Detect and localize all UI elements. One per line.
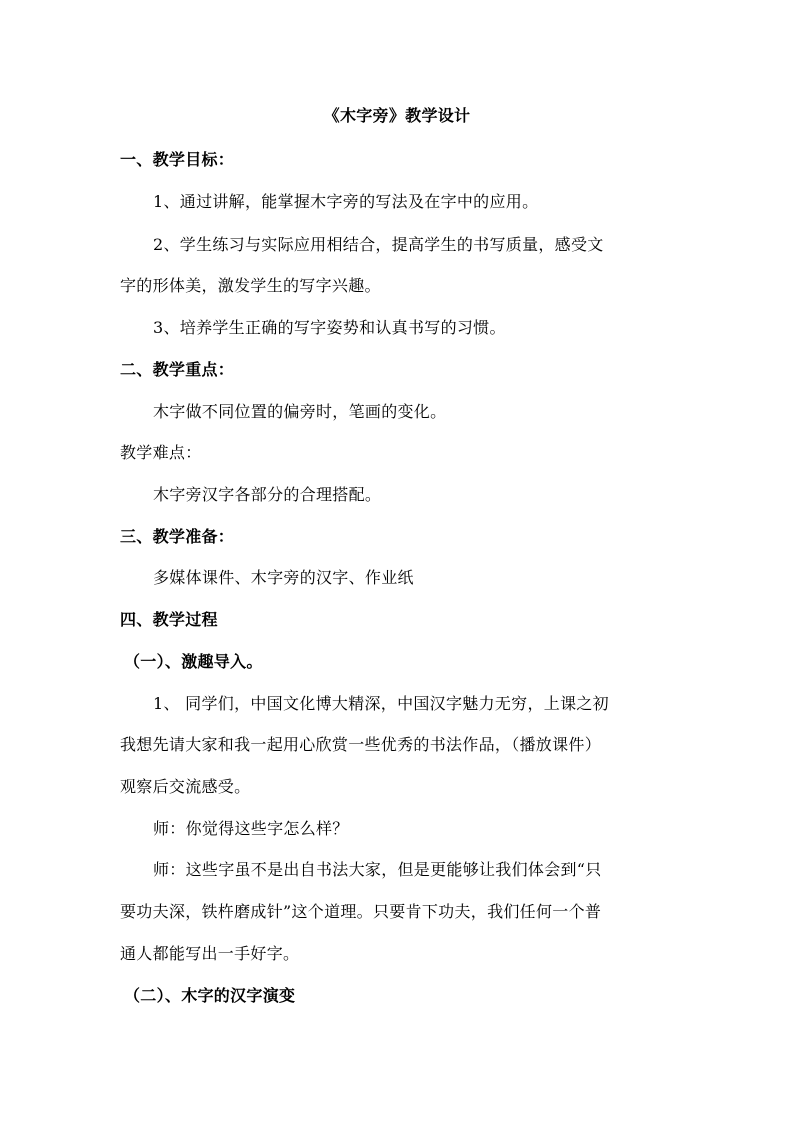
intro-line-3: 观察后交流感受。 [120,777,251,796]
subsection-heading-evolution: （二）、木字的汉字演变 [124,986,296,1005]
objective-item-2-continued: 字的形体美，激发学生的写字兴趣。 [120,276,381,295]
intro-line-1: 1、 同学们，中国文化博大精深，中国汉字魅力无穷，上课之初 [153,694,609,713]
key-point-text: 木字做不同位置的偏旁时，笔画的变化。 [153,402,447,421]
difficulty-text: 木字旁汉字各部分的合理搭配。 [153,485,382,504]
section-heading-key-points: 二、教学重点： [120,360,235,379]
teacher-remark-line-1: 师：这些字虽不是出自书法大家，但是更能够让我们体会到“只 [153,860,602,879]
objective-item-3: 3、培养学生正确的写字姿势和认真书写的习惯。 [153,318,506,337]
teacher-remark-line-3: 通人都能写出一手好字。 [120,944,300,963]
preparation-text: 多媒体课件、木字旁的汉字、作业纸 [153,568,414,587]
subsection-heading-intro: （一）、激趣导入。 [124,652,263,671]
teacher-question: 师：你觉得这些字怎么样？ [153,819,349,838]
document-title: 《木字旁》教学设计 [323,106,471,125]
section-heading-preparation: 三、教学准备： [120,527,235,546]
teacher-remark-line-2: 要功夫深，铁杵磨成针”这个道理。只要肯下功夫，我们任何一个普 [120,902,602,921]
intro-line-2: 我想先请大家和我一起用心欣赏一些优秀的书法作品，（播放课件） [120,735,602,754]
objective-item-2: 2、学生练习与实际应用相结合，提高学生的书写质量，感受文 [153,235,604,254]
section-heading-objectives: 一、教学目标： [120,150,235,169]
section-heading-process: 四、教学过程 [120,610,218,629]
objective-item-1: 1、通过讲解，能掌握木字旁的写法及在字中的应用。 [153,192,539,211]
difficulty-label: 教学难点： [120,443,202,462]
